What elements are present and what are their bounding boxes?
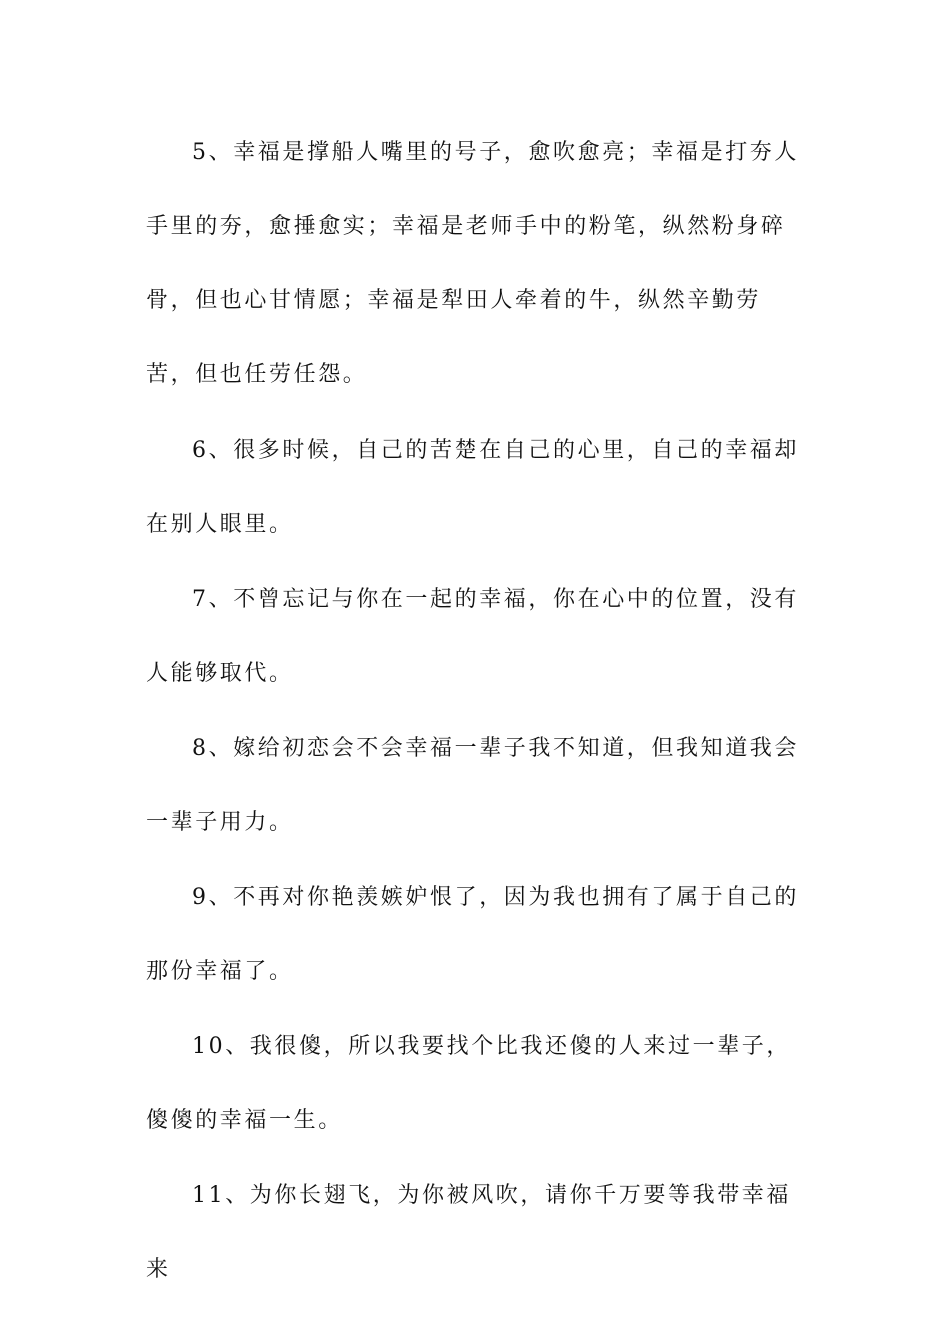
paragraph-11: 11、为你长翅飞，为你被风吹，请你千万要等我带幸福来 (146, 1183, 791, 1282)
paragraph-6: 6、很多时候，自己的苦楚在自己的心里，自己的幸福却在别人眼里。 (146, 438, 799, 537)
paragraph-9: 9、不再对你艳羡嫉妒恨了，因为我也拥有了属于自己的那份幸福了。 (146, 885, 799, 984)
paragraph-5: 5、幸福是撑船人嘴里的号子，愈吹愈亮；幸福是打夯人手里的夯，愈捶愈实；幸福是老师手中的粉笔，纵然粉身碎骨，但也心甘情愿；幸福是犁田人牵着的牛，纵然辛勤劳苦，但也任劳任怨。 (146, 140, 799, 387)
paragraph-7: 7、不曾忘记与你在一起的幸福，你在心中的位置，没有人能够取代。 (146, 587, 799, 686)
paragraph-8: 8、嫁给初恋会不会幸福一辈子我不知道，但我知道我会一辈子用力。 (146, 736, 799, 835)
paragraph-10: 10、我很傻，所以我要找个比我还傻的人来过一辈子，傻傻的幸福一生。 (146, 1034, 791, 1133)
